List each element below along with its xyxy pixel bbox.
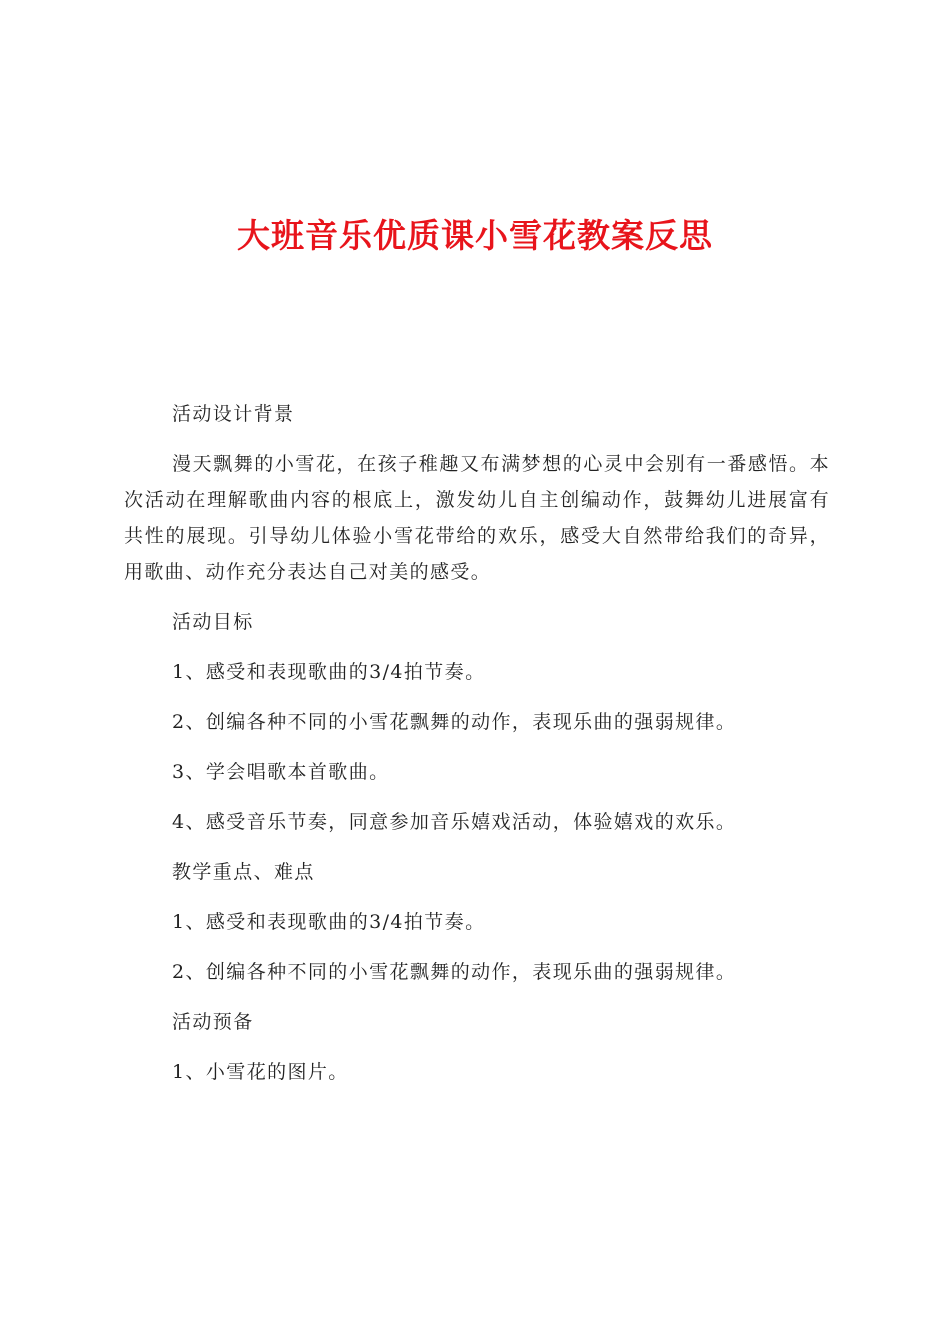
document-body <box>124 396 830 1104</box>
goal-item-4: 4、感受音乐节奏，同意参加音乐嬉戏活动，体验嬉戏的欢乐。 <box>172 811 737 833</box>
preparation-item-1: 1、小雪花的图片。 <box>172 1061 349 1083</box>
goal-item-3: 3、学会唱歌本首歌曲。 <box>172 761 390 783</box>
background-paragraph: 漫天飘舞的小雪花，在孩子稚趣又布满梦想的心灵中会别有一番感悟。本次活动在理解歌曲内容的根底上，激发幼儿自主创编动作，鼓舞幼儿进展富有共性的展现。引导幼儿体验小雪花带给的欢乐，感受大自然带给我们的奇异，用歌曲、动作充分表达自己对美的感受。 <box>124 453 830 583</box>
key-point-item-2: 2、创编各种不同的小雪花飘舞的动作，表现乐曲的强弱规律。 <box>172 961 737 983</box>
goal-item-2: 2、创编各种不同的小雪花飘舞的动作，表现乐曲的强弱规律。 <box>172 711 737 733</box>
section-heading-background: 活动设计背景 <box>172 403 295 425</box>
section-heading-preparation: 活动预备 <box>172 1011 254 1033</box>
section-heading-goals: 活动目标 <box>172 611 254 633</box>
goal-item-1: 1、感受和表现歌曲的3/4拍节奏。 <box>172 661 486 683</box>
key-point-item-1: 1、感受和表现歌曲的3/4拍节奏。 <box>172 911 486 933</box>
section-heading-key-points: 教学重点、难点 <box>172 861 315 883</box>
document-title: 大班音乐优质课小雪花教案反思 <box>237 216 713 255</box>
